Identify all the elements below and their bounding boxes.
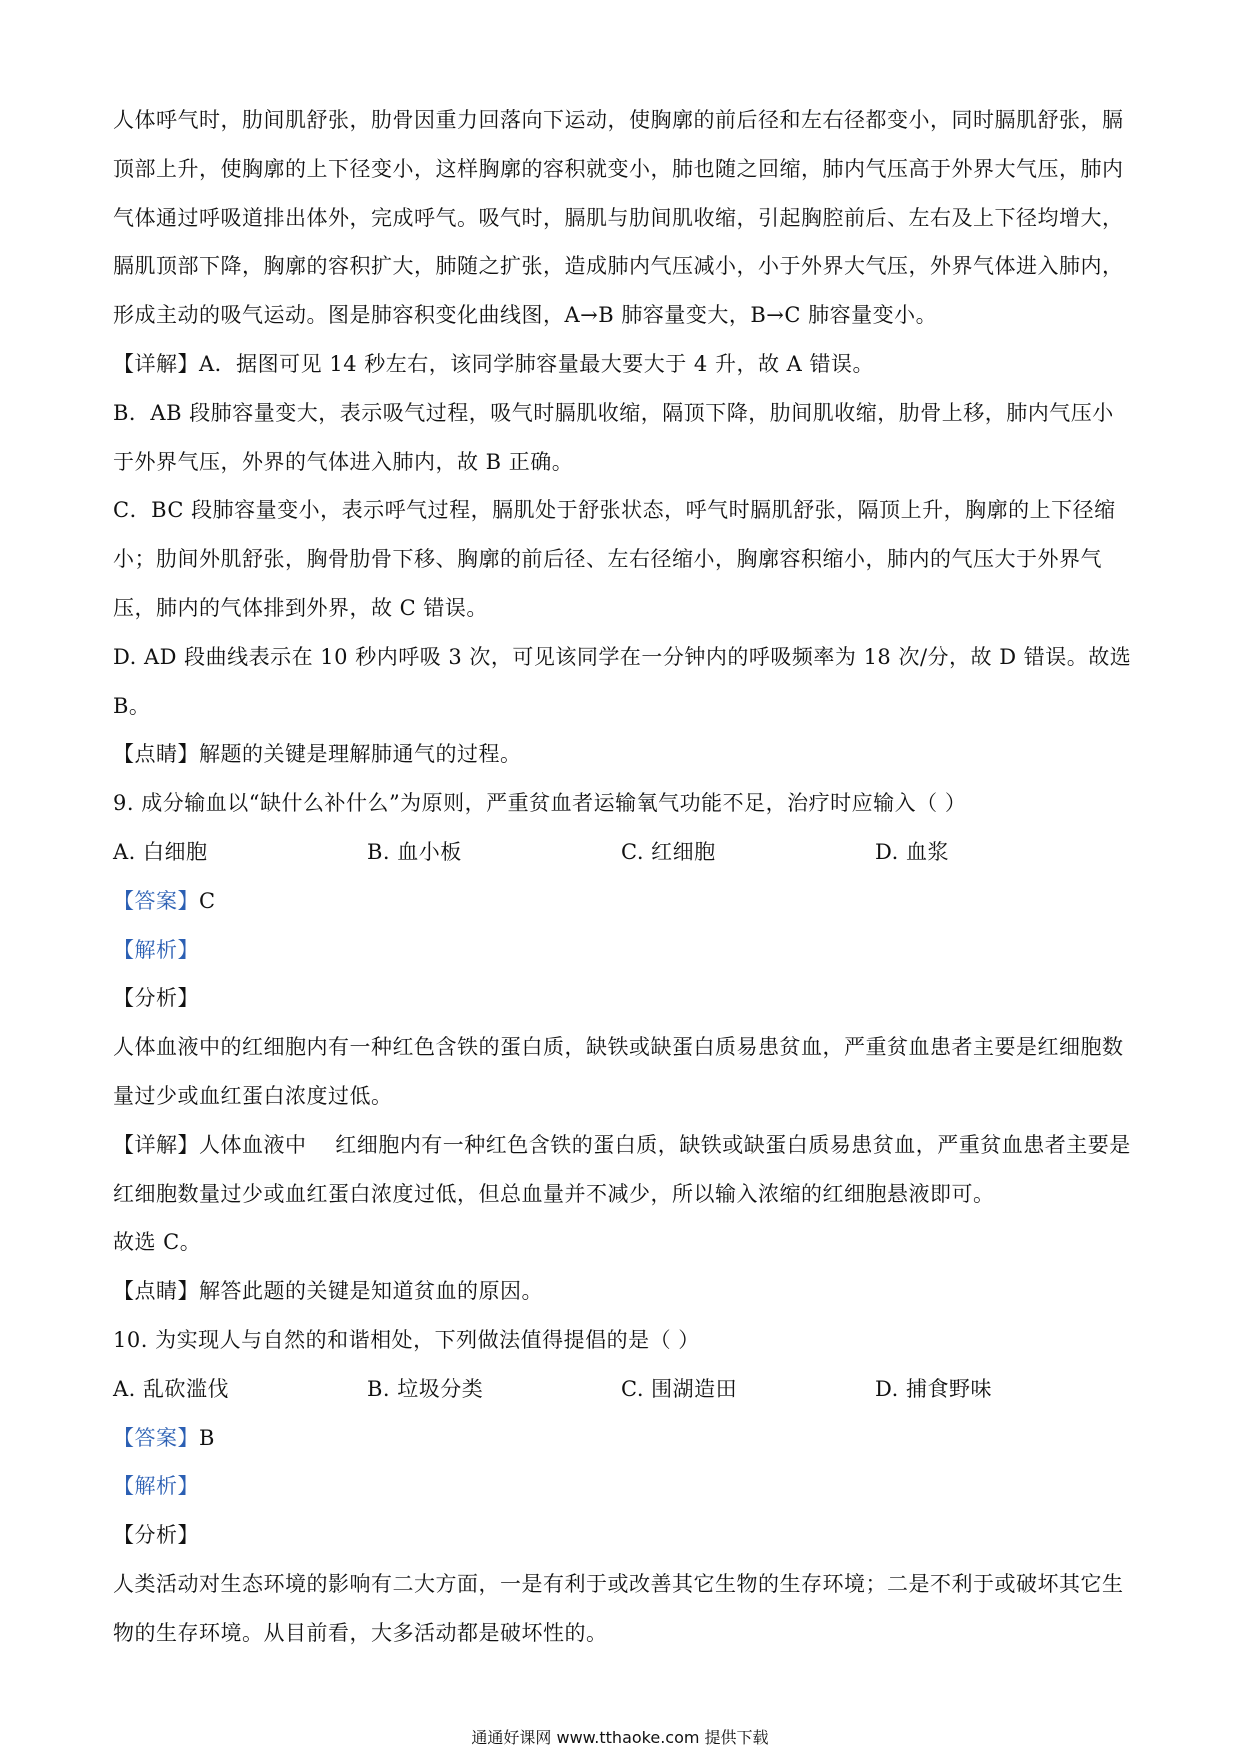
- detail-label: 【详解】: [113, 351, 199, 376]
- answer-label: 【答案】: [113, 888, 199, 913]
- detail-a-text: A．据图可见 14 秒左右，该同学肺容量最大要大于 4 升，故 A 错误。: [199, 351, 874, 376]
- q10-fenxi-label: 【分析】: [113, 1523, 199, 1548]
- q10-fenxi-text: 人类活动对生态环境的影响有二大方面，一是有利于或改善其它生物的生存环境；二是不利于或破坏其它生物的生存环境。从目前看，大多活动都是破坏性的。: [113, 1571, 1124, 1645]
- comment-label: 【点睛】: [113, 1279, 199, 1304]
- q8-explanation-paragraph: 人体呼气时，肋间肌舒张，肋骨因重力回落向下运动，使胸廓的前后径和左右径都变小，同时膈肌舒张，膈顶部上升，使胸廓的上下径变小，这样胸廓的容积就变小，肺也随之回缩，肺内气压高于外界大气压，肺内气体通过呼吸道排出体外，完成呼气。吸气时，膈肌与肋间肌收缩，引起胸腔前后、左右及上下径均增大，膈肌顶部下降，胸廓的容积扩大，肺随之扩张，造成肺内气压减小，小于外界大气压，外界气体进入肺内，形成主动的吸气运动。图是肺容积变化曲线图，A→B 肺容量变大，B→C 肺容量变小。: [113, 108, 1124, 328]
- q9-stem: 9. 成分输血以“缺什么补什么”为原则，严重贫血者运输氧气功能不足，治疗时应输入（ ）: [113, 791, 967, 816]
- q10-option-b: B. 垃圾分类: [367, 1376, 484, 1401]
- q9-option-a: A. 白细胞: [113, 839, 208, 864]
- q9-option-b: B. 血小板: [367, 839, 462, 864]
- comment-text: 解答此题的关键是知道贫血的原因。: [199, 1279, 543, 1304]
- detail-label: 【详解】: [113, 1132, 199, 1157]
- q9-option-c: C. 红细胞: [621, 839, 716, 864]
- q10-answer: [113, 1414, 1133, 1463]
- q10-stem: 10. 为实现人与自然的和谐相处，下列做法值得提倡的是（ ）: [113, 1327, 700, 1352]
- answer-label: 【答案】: [113, 1425, 199, 1450]
- q9-comment: [113, 1267, 1133, 1316]
- q8-detail-b: B．AB 段肺容量变大，表示吸气过程，吸气时膈肌收缩，隔顶下降，肋间肌收缩，肋骨上移，肺内气压小于外界气压，外界的气体进入肺内，故 B 正确。: [113, 400, 1114, 474]
- q8-detail-d: D. AD 段曲线表示在 10 秒内呼吸 3 次，可见该同学在一分钟内的呼吸频率为 18 次/分，故 D 错误。故选 B。: [113, 644, 1132, 718]
- q9-answer: [113, 877, 1133, 926]
- q9-choose: 故选 C。: [113, 1230, 202, 1255]
- q9-option-d: D. 血浆: [875, 839, 949, 864]
- answer-value: B: [199, 1425, 215, 1450]
- q10-analysis-label: 【解析】: [113, 1474, 199, 1499]
- q8-detail-a: [113, 340, 1133, 389]
- detail-text: 人体血液中 红细胞内有一种红色含铁的蛋白质，缺铁或缺蛋白质易患贫血，严重贫血患者主要是红细胞数量过少或血红蛋白浓度过低，但总血量并不减少，所以输入浓缩的红细胞悬液即可。: [113, 1132, 1131, 1206]
- page-content: [113, 96, 1133, 1658]
- answer-value: C: [199, 888, 216, 913]
- q9-detail: [113, 1121, 1133, 1219]
- q10-option-a: A. 乱砍滥伐: [113, 1376, 230, 1401]
- q8-comment: [113, 730, 1133, 779]
- page-footer: 通通好课网 www.tthaoke.com 提供下载: [471, 1728, 769, 1747]
- q10-options: [113, 1365, 1133, 1414]
- q10-option-d: D. 捕食野味: [875, 1376, 992, 1401]
- q10-option-c: C. 围湖造田: [621, 1376, 738, 1401]
- q9-fenxi-text: 人体血液中的红细胞内有一种红色含铁的蛋白质，缺铁或缺蛋白质易患贫血，严重贫血患者主要是红细胞数量过少或血红蛋白浓度过低。: [113, 1035, 1124, 1108]
- comment-label: 【点睛】: [113, 742, 199, 767]
- q9-fenxi-label: 【分析】: [113, 986, 199, 1011]
- q8-detail-c: C．BC 段肺容量变小，表示呼气过程，膈肌处于舒张状态，呼气时膈肌舒张，隔顶上升，胸廓的上下径缩小；肋间外肌舒张，胸骨肋骨下移、胸廓的前后径、左右径缩小，胸廓容积缩小，肺内的气压大于外界气压，肺内的气体排到外界，故 C 错误。: [113, 498, 1116, 620]
- q9-options: [113, 828, 1133, 877]
- q9-analysis-label: 【解析】: [113, 937, 199, 962]
- comment-text: 解题的关键是理解肺通气的过程。: [199, 742, 522, 767]
